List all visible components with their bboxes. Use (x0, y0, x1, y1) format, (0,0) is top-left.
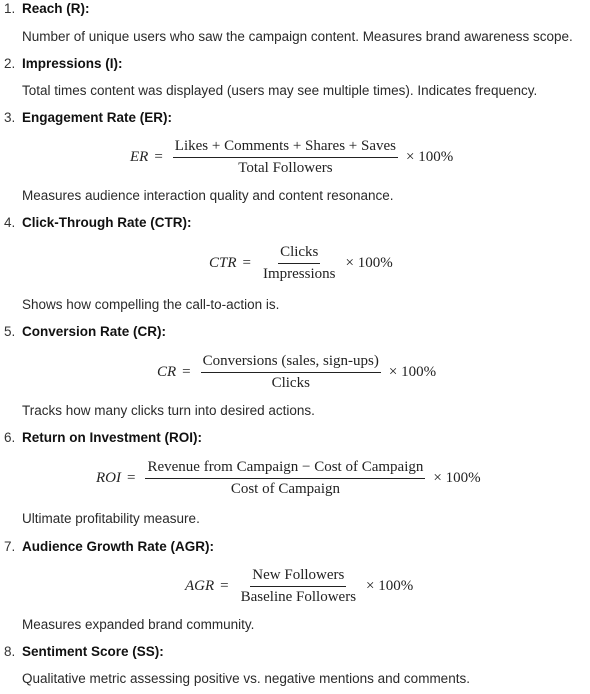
formula-equals: = (220, 578, 229, 594)
formula-equals: = (242, 255, 251, 271)
item-heading: Engagement Rate (ER): (22, 110, 173, 125)
formula-fraction (201, 353, 381, 392)
item-heading: Sentiment Score (SS): (22, 644, 164, 659)
item-description: Ultimate profitability measure. (22, 511, 200, 526)
formula-denominator: Cost of Campaign (230, 481, 341, 497)
formula-roi (96, 459, 481, 498)
formula-fraction (145, 459, 425, 498)
formula-numerator: Conversions (sales, sign-ups) (201, 353, 381, 373)
formula-lhs: ER (130, 149, 149, 165)
item-heading: Reach (R): (22, 1, 90, 16)
item-number: 5. (4, 324, 16, 339)
item-heading: Audience Growth Rate (AGR): (22, 539, 215, 554)
formula-numerator: Likes + Comments + Shares + Saves (173, 138, 398, 158)
formula-denominator: Baseline Followers (240, 589, 357, 605)
formula-denominator: Impressions (262, 266, 336, 282)
formula-equals: = (154, 149, 163, 165)
formula-agr (185, 567, 413, 606)
formula-lhs: AGR (185, 578, 215, 594)
formula-denominator: Clicks (271, 375, 310, 391)
formula-cr (157, 353, 436, 392)
formula-multiplier: × 100% (345, 255, 393, 271)
formula-numerator: New Followers (250, 567, 346, 587)
formula-er (130, 138, 453, 177)
formula-numerator: Clicks (278, 244, 320, 264)
formula-multiplier: × 100% (406, 149, 454, 165)
formula-multiplier: × 100% (388, 364, 437, 380)
item-number: 7. (4, 539, 16, 554)
item-number: 8. (4, 644, 16, 659)
formula-multiplier: × 100% (433, 470, 481, 486)
item-heading: Return on Investment (ROI): (22, 430, 203, 445)
item-description: Qualitative metric assessing positive vs. negative mentions and comments. (22, 671, 470, 686)
item-number: 4. (4, 215, 16, 230)
formula-numerator: Revenue from Campaign − Cost of Campaign (145, 459, 425, 479)
item-description: Shows how compelling the call-to-action is. (22, 297, 280, 312)
item-heading: Impressions (I): (22, 56, 123, 71)
formula-fraction (173, 138, 398, 177)
item-number: 3. (4, 110, 16, 125)
formula-multiplier: × 100% (366, 578, 414, 594)
formula-equals: = (182, 364, 191, 380)
formula-fraction (239, 567, 358, 606)
formula-lhs: ROI (96, 470, 121, 486)
item-description: Total times content was displayed (users may see multiple times). Indicates frequency. (22, 83, 538, 98)
item-number: 2. (4, 56, 16, 71)
item-number: 1. (4, 1, 16, 16)
item-number: 6. (4, 430, 16, 445)
item-heading: Conversion Rate (CR): (22, 324, 167, 339)
formula-denominator: Total Followers (238, 160, 333, 176)
item-description: Measures expanded brand community. (22, 617, 255, 632)
item-description: Number of unique users who saw the campaign content. Measures brand awareness scope. (22, 29, 573, 44)
formula-fraction (261, 244, 338, 283)
formula-equals: = (127, 470, 136, 486)
item-description: Measures audience interaction quality and content resonance. (22, 188, 394, 203)
formula-lhs: CR (157, 364, 177, 380)
formula-lhs: CTR (209, 255, 237, 271)
item-heading: Click-Through Rate (CTR): (22, 215, 192, 230)
item-description: Tracks how many clicks turn into desired actions. (22, 403, 315, 418)
formula-ctr (209, 244, 393, 283)
